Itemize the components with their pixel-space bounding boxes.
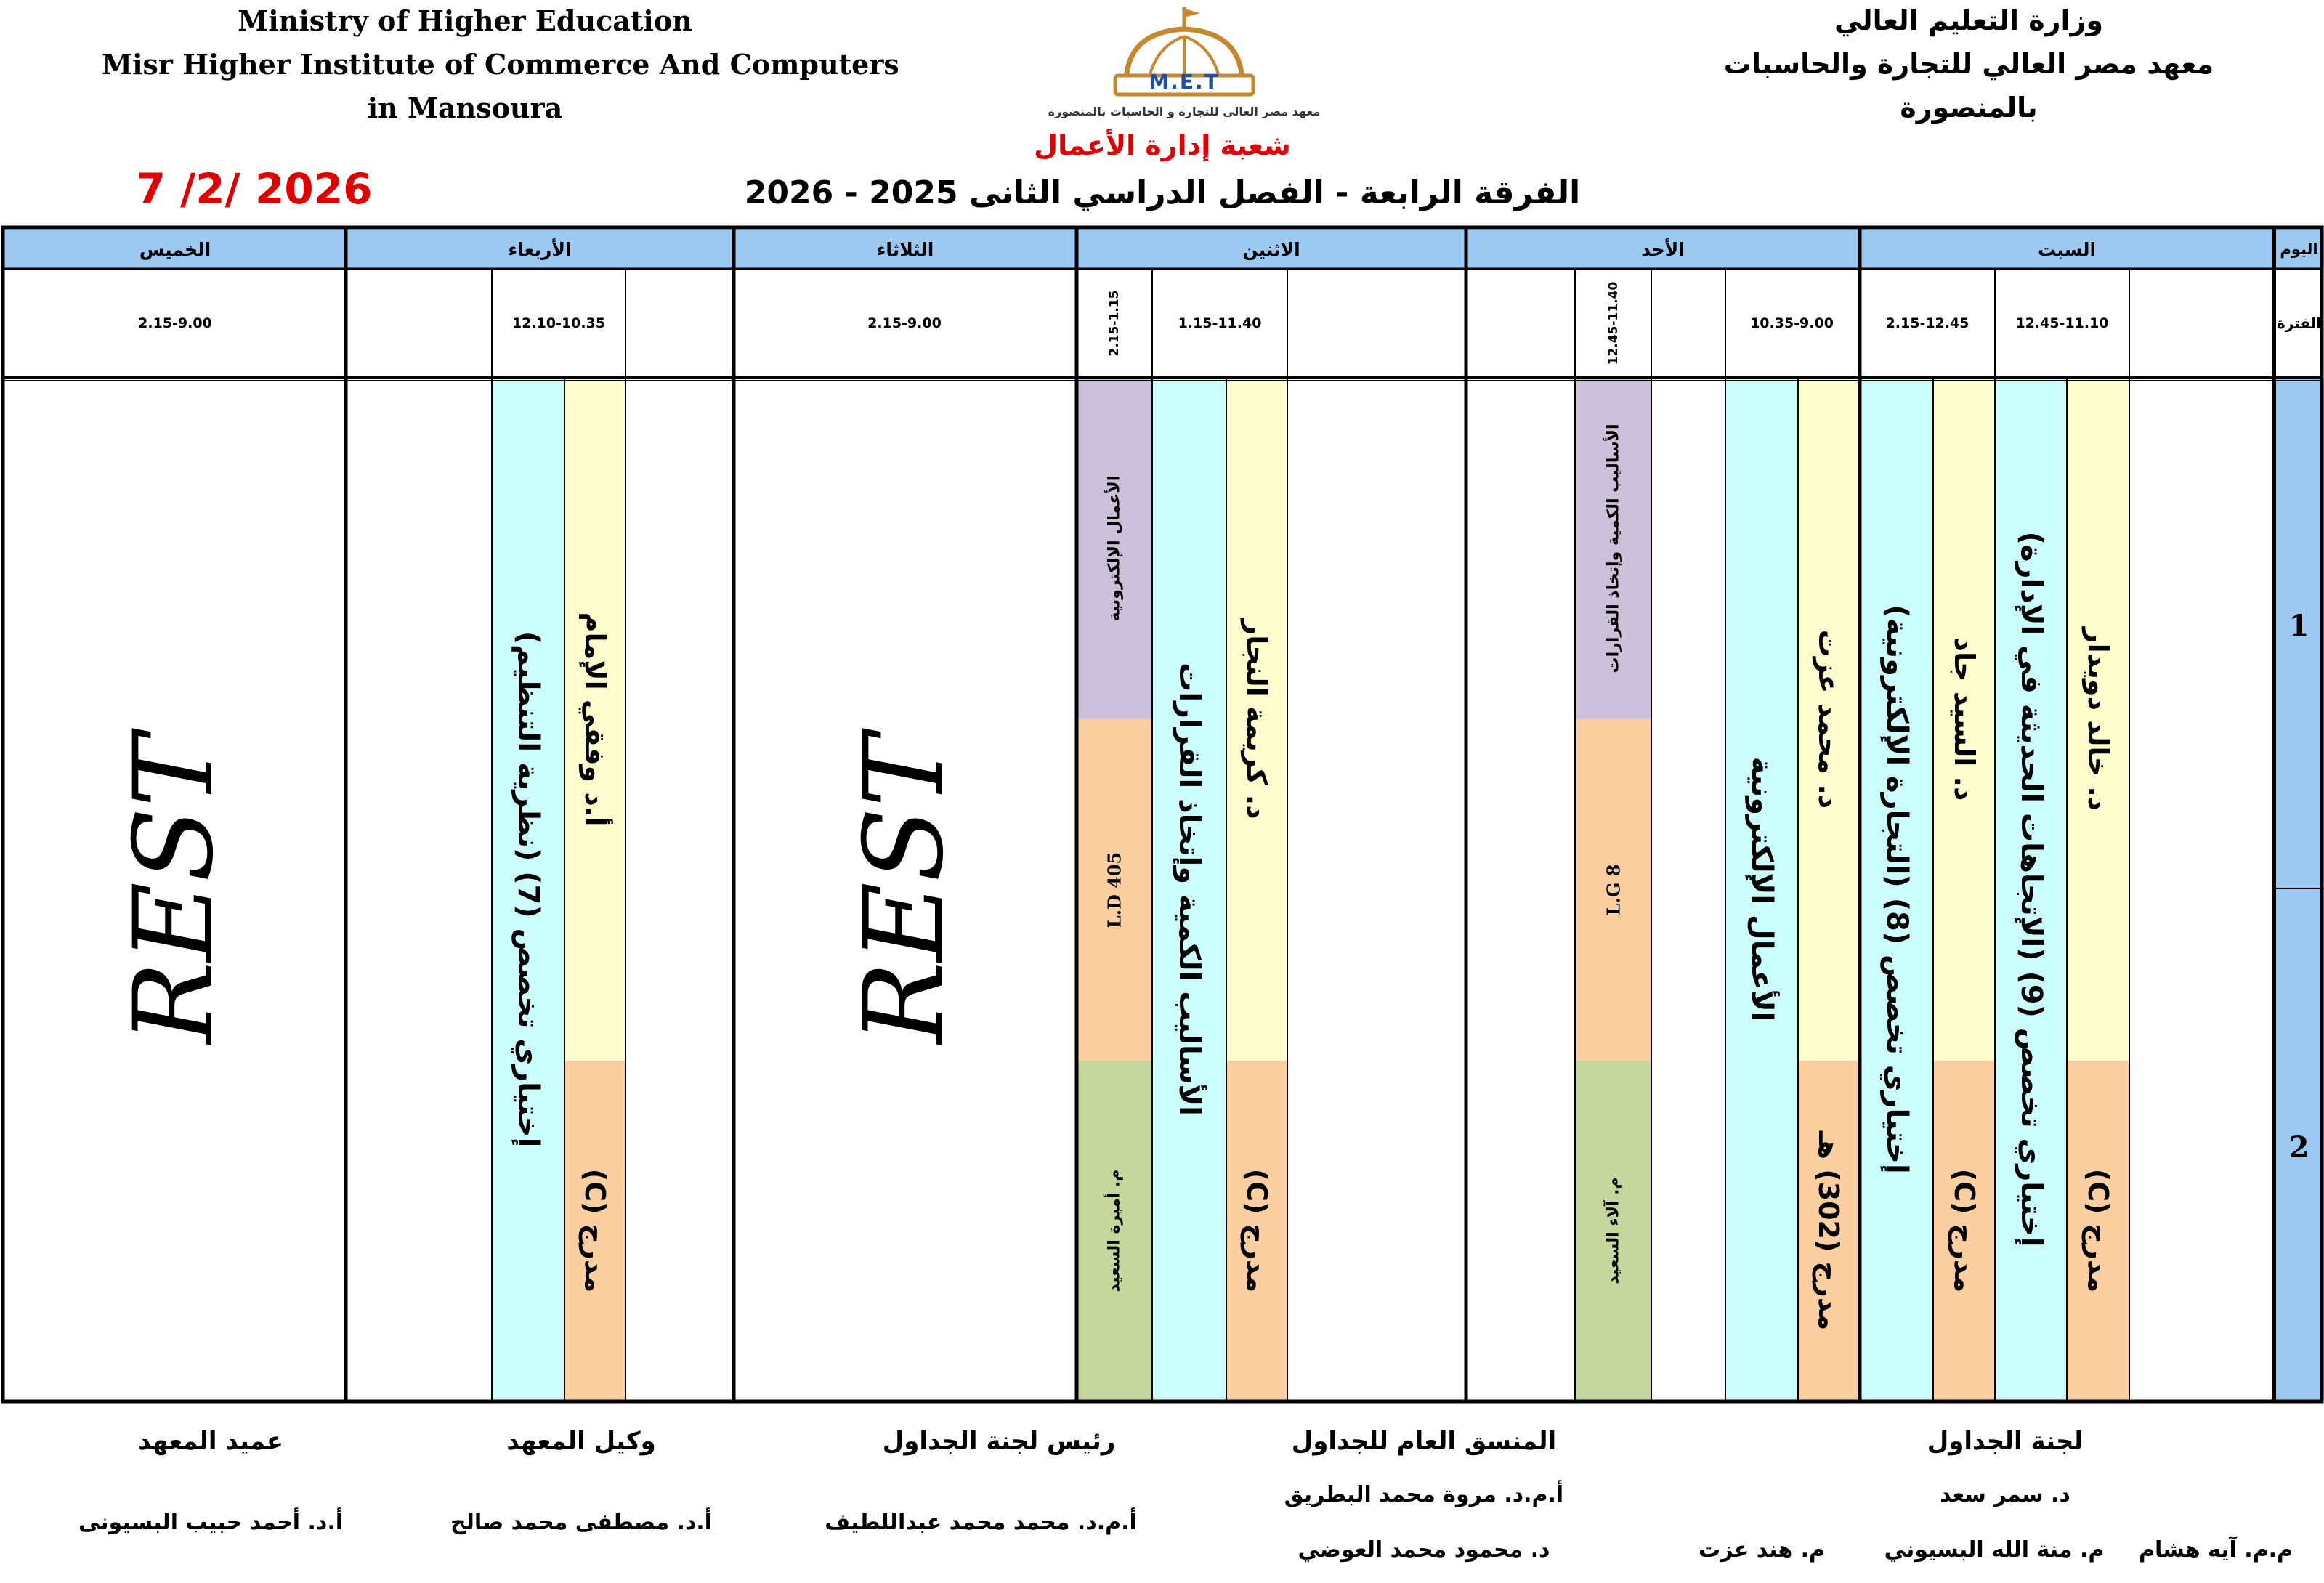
- sat-instructor-2: د. السيد جاد: [1948, 637, 1980, 801]
- sat-room-1: مدرج (C): [2082, 1168, 2114, 1293]
- period-sat-1: 12.45-11.10: [2015, 315, 2109, 331]
- schedule-title: الفرقة الرابعة - الفصل الدراسي الثانى 2025 - 2026: [744, 174, 1581, 211]
- day-header-tue: الثلاثاء: [734, 230, 1077, 269]
- schedule-date: 7 /2/ 2026: [136, 164, 373, 214]
- vice-name: أ.د. مصطفى محمد صالح: [450, 1510, 712, 1535]
- header-en-line3: in Mansoura: [367, 92, 563, 124]
- logo-caption: معهد مصر العالي للتجارة و الحاسبات بالمنصورة: [1048, 105, 1321, 118]
- committee-member-3: م.م. آيه هشام: [2139, 1537, 2293, 1563]
- period-mon-2: 2.15-1.15: [1107, 290, 1122, 357]
- mon-room-1: مدرج (C): [1241, 1168, 1273, 1293]
- day-header-mon: الاثنين: [1077, 230, 1466, 269]
- dean-name: أ.د. أحمد حبيب البسيونى: [78, 1510, 343, 1535]
- period-wed: 12.10-10.35: [511, 315, 606, 331]
- mon-instructor-2: م. أميرة السعيد: [1105, 1169, 1124, 1292]
- period-mon-1: 1.15-11.40: [1178, 315, 1262, 331]
- tue-rest: REST: [841, 734, 968, 1044]
- head-title: رئيس لجنة الجداول: [882, 1427, 1116, 1456]
- dean-title: عميد المعهد: [138, 1427, 283, 1456]
- header-ar-line1: وزارة التعليم العالي: [1834, 4, 2104, 36]
- vice-title: وكيل المعهد: [506, 1427, 656, 1456]
- head-name: أ.م.د. محمد محمد عبداللطيف: [825, 1510, 1137, 1535]
- sat-course-2: إختياري تخصص (8) (التجارة الإلكترونية): [1879, 604, 1914, 1174]
- sun-course-1: الأعمال الإلكترونية: [1745, 756, 1778, 1022]
- period-sat-2: 2.15-12.45: [1885, 315, 1969, 331]
- committee-member-1: د. سمر سعد: [1940, 1482, 2070, 1507]
- mon-course-2: الأعمال الإلكترونية: [1105, 475, 1124, 622]
- coordinator-name-1: أ.م.د. مروة محمد البطريق: [1284, 1482, 1564, 1507]
- day-header-wed: الأربعاء: [346, 230, 734, 269]
- day-header-sat: السبت: [1860, 230, 2274, 269]
- logo-text: M.E.T: [1149, 70, 1220, 94]
- header-en-line2: Misr Higher Institute of Commerce And Computers: [102, 48, 899, 81]
- department-title: شعبة إدارة الأعمال: [1034, 129, 1291, 161]
- thu-rest: REST: [111, 734, 238, 1044]
- committee-title: لجنة الجداول: [1927, 1427, 2084, 1456]
- header-ar-line3: بالمنصورة: [1900, 92, 2038, 124]
- coordinator-name-2: د. محمود محمد العوضي: [1297, 1537, 1550, 1563]
- day-header-sun: الأحد: [1466, 230, 1860, 269]
- period-label: الفترة: [2276, 315, 2322, 332]
- day-header-thu: الخميس: [4, 230, 346, 269]
- header-en-line1: Ministry of Higher Education: [238, 4, 692, 37]
- period-thu: 2.15-9.00: [138, 315, 212, 331]
- sun-instructor-2: م. آلاء السعيد: [1604, 1177, 1622, 1284]
- sun-course-2: الأساليب الكمية وإتخاذ القرارات: [1604, 424, 1622, 673]
- mon-instructor-1: د. كريمة النجار: [1241, 619, 1273, 819]
- coordinator-title: المنسق العام للجداول: [1291, 1427, 1557, 1456]
- sun-instructor-1: د. محمد عزت: [1812, 629, 1845, 809]
- mon-room-2: L.D 405: [1104, 851, 1125, 928]
- wed-course-1: إختياري تخصص (7) (نظرية التنظيم): [511, 631, 545, 1148]
- day-label-header: اليوم: [2274, 230, 2324, 269]
- period-tue: 2.15-9.00: [867, 315, 942, 331]
- sat-instructor-1: د. خالد دويدار: [2082, 627, 2114, 811]
- committee-member-2: م. منة الله البسيوني: [1884, 1537, 2105, 1563]
- mon-course-1: الأساليب الكمية وإتخاذ القرارات: [1173, 663, 1206, 1116]
- wed-instructor-1: أ.د وفقي الإمام: [579, 612, 611, 827]
- period-sun-1: 10.35-9.00: [1750, 315, 1834, 331]
- header-ar-line2: معهد مصر العالي للتجارة والحاسبات: [1723, 48, 2214, 80]
- period-sun-2: 12.45-11.40: [1606, 281, 1621, 365]
- row-number-1: 1: [2288, 609, 2309, 643]
- sat-course-1: إختياري تخصص (9) (الإتجاهات الحديثة في الإدارة): [2014, 531, 2048, 1247]
- committee-member-4: م. هند عزت: [1699, 1537, 1825, 1563]
- sun-room-1: مدرج (302) هـ: [1812, 1130, 1845, 1331]
- sun-room-2: L.G 8: [1603, 864, 1624, 916]
- row-number-2: 2: [2288, 1130, 2309, 1165]
- wed-room-1: مدرج (C): [579, 1168, 611, 1293]
- sat-room-2: مدرج (C): [1948, 1168, 1980, 1293]
